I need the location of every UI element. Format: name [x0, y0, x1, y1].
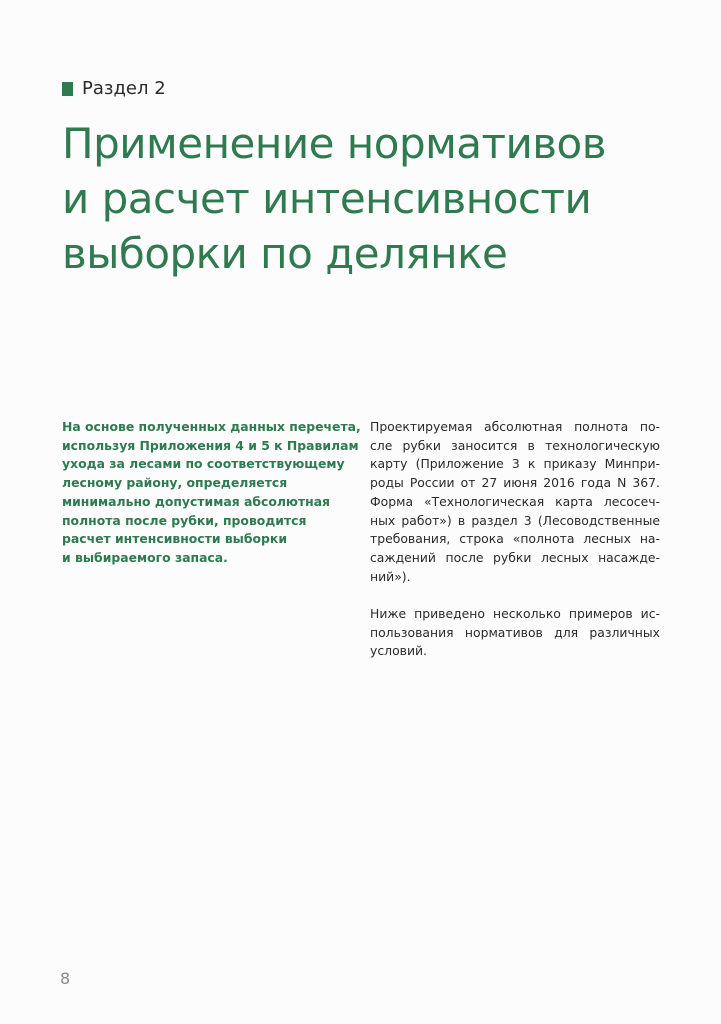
- page-title: [62, 116, 702, 281]
- lead-paragraph: [62, 418, 361, 568]
- body-line: ний»).: [370, 568, 411, 584]
- section-label-text: Раздел 2: [82, 78, 166, 99]
- body-column: [370, 418, 660, 680]
- body-line: саждений после рубки лесных насажде-: [370, 549, 660, 565]
- lead-line: полнота после рубки, проводится: [62, 512, 307, 528]
- section-marker-square: [62, 82, 73, 96]
- lead-line: расчет интенсивности выборки: [62, 531, 288, 547]
- title-line: Применение нормативов: [62, 119, 607, 168]
- body-line: роды России от 27 июня 2016 года N 367.: [370, 475, 660, 491]
- section-label: [62, 78, 166, 99]
- body-line: карту (Приложение 3 к приказу Минпри-: [370, 456, 660, 472]
- lead-line: ухода за лесами по соответствующему: [62, 456, 345, 472]
- lead-line: минимально допустимая абсолютная: [62, 493, 331, 509]
- title-line: выборки по делянке: [62, 229, 508, 278]
- body-line: пользования нормативов для различных: [370, 624, 660, 640]
- body-paragraph-2: [370, 605, 660, 661]
- lead-line: лесному району, определяется: [62, 475, 288, 491]
- body-line: Проектируемая абсолютная полнота по-: [370, 419, 660, 434]
- page-number: 8: [60, 969, 71, 988]
- body-line: сле рубки заносится в технологическую: [370, 437, 660, 453]
- body-line: Форма «Технологическая карта лесосеч-: [370, 493, 660, 509]
- body-line: требования, строка «полнота лесных на-: [370, 531, 660, 547]
- body-paragraph-1: [370, 418, 660, 586]
- lead-line: и выбираемого запаса.: [62, 549, 228, 565]
- body-line: условий.: [370, 643, 427, 659]
- title-line: и расчет интенсивности: [62, 174, 592, 223]
- lead-line: используя Приложения 4 и 5 к Правилам: [62, 437, 359, 453]
- lead-line: На основе полученных данных перечета,: [62, 419, 361, 434]
- body-line: Ниже приведено несколько примеров ис-: [370, 606, 660, 622]
- body-line: ных работ») в раздел 3 (Лесоводственные: [370, 512, 660, 528]
